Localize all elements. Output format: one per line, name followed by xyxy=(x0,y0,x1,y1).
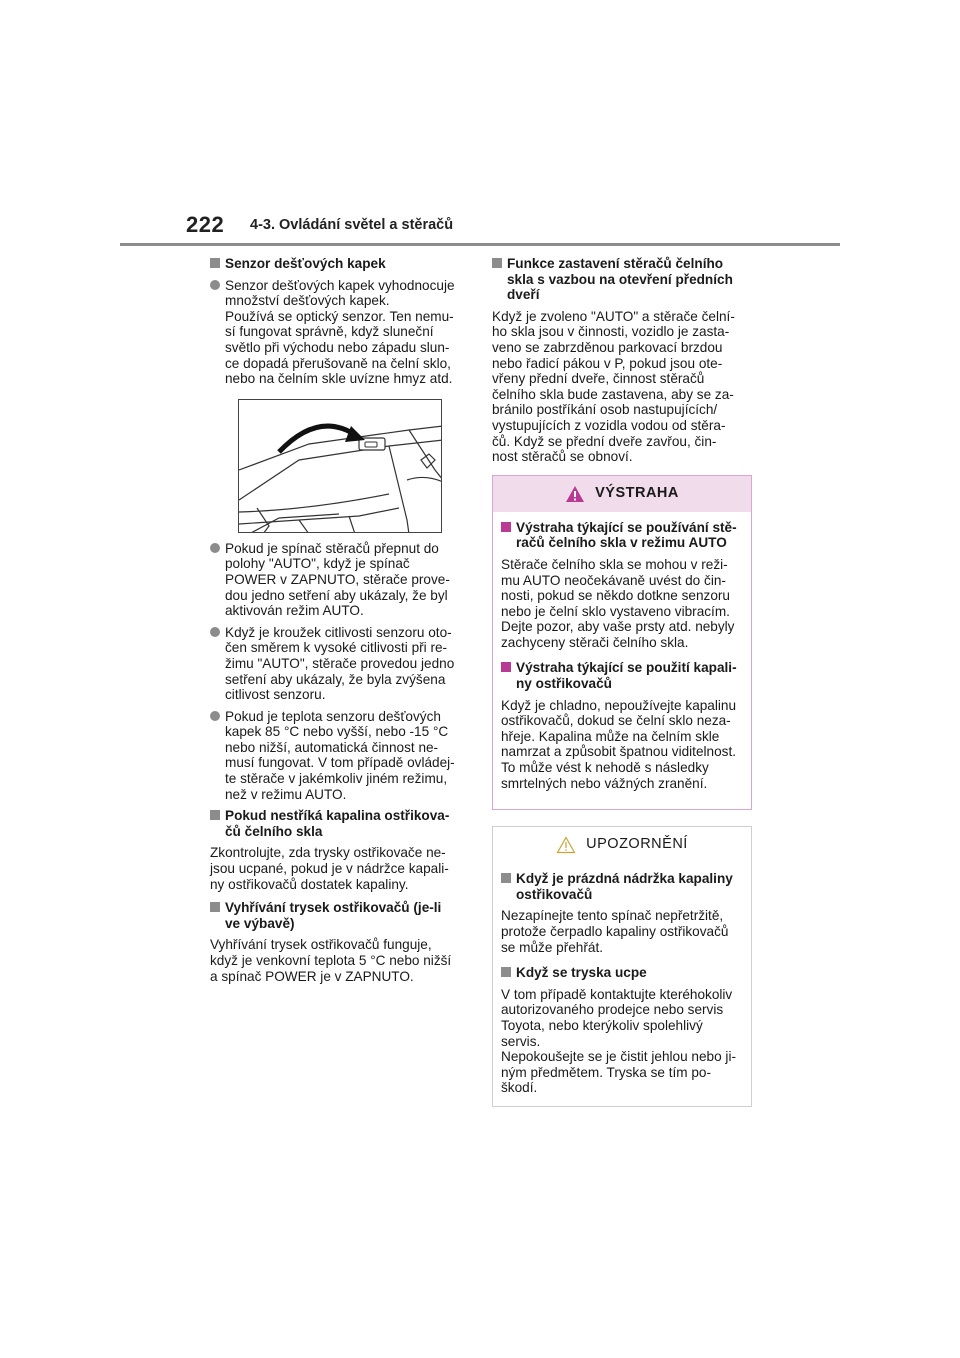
round-bullet-icon xyxy=(210,280,220,290)
windshield-sensor-illustration xyxy=(238,399,442,533)
heading-text: Když se tryska ucpe xyxy=(516,965,647,981)
section-heading-rain-sensor xyxy=(210,256,468,272)
paragraph: Zkontrolujte, zda trysky ostřikovače ne- jsou ucpané, pokud je v nádržce kapali- ny ostřikovačů dostatek kapaliny. xyxy=(210,845,449,892)
heading-text: Pokud nestříká kapalina ostřikova- čů čelního skla xyxy=(225,808,450,839)
caution-subheading xyxy=(501,965,743,981)
bullet-item xyxy=(210,278,468,387)
bullet-text: Když je kroužek citlivosti senzoru oto- čen směrem k vysoké citlivosti při re- žimu "AUTO", stěrače provedou jedno setření aby ukázaly, že byla zvýšena citlivost senzoru. xyxy=(225,624,455,703)
warning-subheading xyxy=(501,660,743,691)
caution-box xyxy=(492,826,752,1107)
square-bullet-icon xyxy=(501,662,511,672)
caution-subheading xyxy=(501,871,743,902)
heading-text: Senzor dešťových kapek xyxy=(225,256,386,271)
heading-text: Funkce zastavení stěračů čelního skla s vazbou na otevření předních dveří xyxy=(507,256,733,303)
square-bullet-icon xyxy=(492,258,502,268)
section-heading-nozzle-heater xyxy=(210,900,468,931)
warning-subheading xyxy=(501,520,743,551)
square-bullet-icon xyxy=(210,258,220,268)
bullet-text: Senzor dešťových kapek vyhodnocuje množství dešťových kapek. Používá se optický senzor. Ten nemu- sí fungovat správně, když sluneční světlo při východu nebo západu slun- ce dopadá přerušovaně na čelní sklo, nebo na čelním skle uvízne hmyz atd. xyxy=(225,277,455,387)
bullet-text: Pokud je spínač stěračů přepnut do polohy "AUTO", když je spínač POWER v ZAPNUTO, stěrače prove- dou jedno setření aby ukázaly, že byl aktivován režim AUTO. xyxy=(225,540,450,619)
warning-paragraph: Když je chladno, nepoužívejte kapalinu ostřikovačů, dokud se čelní sklo neza- hřeje. Kapalina může na čelním skle namrzat a způsobit špatnou viditelnost. To může vést k nehodě s následky smrtelných nebo vážných zranění. xyxy=(501,697,737,791)
square-bullet-icon xyxy=(501,967,511,977)
warning-box xyxy=(492,475,752,811)
page-header xyxy=(0,0,960,250)
heading-text: Vyhřívání trysek ostřikovačů (je-li ve výbavě) xyxy=(225,900,442,931)
square-bullet-icon xyxy=(501,873,511,883)
page-number: 222 xyxy=(186,212,225,237)
caution-box-header xyxy=(493,827,751,863)
left-column xyxy=(210,256,468,992)
right-column xyxy=(492,256,752,1107)
heading-text: Když je prázdná nádržka kapaliny ostřikovačů xyxy=(516,871,733,902)
square-bullet-icon xyxy=(210,810,220,820)
round-bullet-icon xyxy=(210,711,220,721)
bullet-item xyxy=(210,541,468,619)
bullet-item xyxy=(210,709,468,803)
round-bullet-icon xyxy=(210,543,220,553)
heading-text: Výstraha týkající se použití kapali- ny ostřikovačů xyxy=(516,660,737,692)
section-heading-washer-fluid xyxy=(210,808,468,839)
bullet-item xyxy=(210,625,468,703)
paragraph: Vyhřívání trysek ostřikovačů funguje, když je venkovní teplota 5 °C nebo nižší a spínač POWER je v ZAPNUTO. xyxy=(210,937,452,984)
caution-triangle-icon xyxy=(556,836,576,854)
bullet-text: Pokud je teplota senzoru dešťových kapek 85 °C nebo vyšší, nebo -15 °C nebo nižší, automatická činnost ne- musí fungovat. V tom případě ovládej- te stěrače v jakémkoliv jiném režimu, než v režimu AUTO. xyxy=(225,708,455,802)
square-bullet-icon xyxy=(501,522,511,532)
round-bullet-icon xyxy=(210,627,220,637)
header-divider xyxy=(120,243,840,246)
caution-paragraph: V tom případě kontaktujte kteréhokoliv autorizovaného prodejce nebo servis Toyota, nebo kterýkoliv spolehlivý servis. Nepokoušejte se je čistit jehlou nebo ji- ným předmětem. Tryska se tím po- škodí. xyxy=(501,986,737,1096)
heading-text: Výstraha týkající se používání stě- račů čelního skla v režimu AUTO xyxy=(516,519,737,551)
car-windshield-icon xyxy=(239,400,442,533)
caution-box-title: UPOZORNĚNÍ xyxy=(586,836,688,853)
warning-paragraph: Stěrače čelního skla se mohou v reži- mu AUTO neočekávaně uvést do čin- nosti, pokud se někdo dotkne senzoru nebo je čelní sklo vystaveno vibracím. Dejte pozor, aby vaše prsty atd. nebyly zachyceny stěrači čelního skla. xyxy=(501,556,735,650)
paragraph: Když je zvoleno "AUTO" a stěrače čelní- ho skla jsou v činnosti, vozidlo je zasta- veno se zabrzděnou parkovací brzdou nebo řadicí pákou v P, pokud jsou ote- vřeny přední dveře, činnost stěračů čelního skla bude zastavena, aby se za- bránilo postříkání osob nastupujících/ vystupujících z vozidla vodou od stěra- čů. Když se přední dveře zavřou, čin- nost stěračů se obnoví. xyxy=(492,308,735,465)
warning-triangle-icon xyxy=(565,485,585,503)
section-heading-door-stop xyxy=(492,256,752,303)
chapter-title: 4-3. Ovládání světel a stěračů xyxy=(250,217,454,233)
square-bullet-icon xyxy=(210,902,220,912)
caution-paragraph: Nezapínejte tento spínač nepřetržitě, protože čerpadlo kapaliny ostřikovačů se může přehřát. xyxy=(501,908,729,955)
warning-box-title: VÝSTRAHA xyxy=(595,484,679,501)
warning-box-header xyxy=(493,476,751,512)
